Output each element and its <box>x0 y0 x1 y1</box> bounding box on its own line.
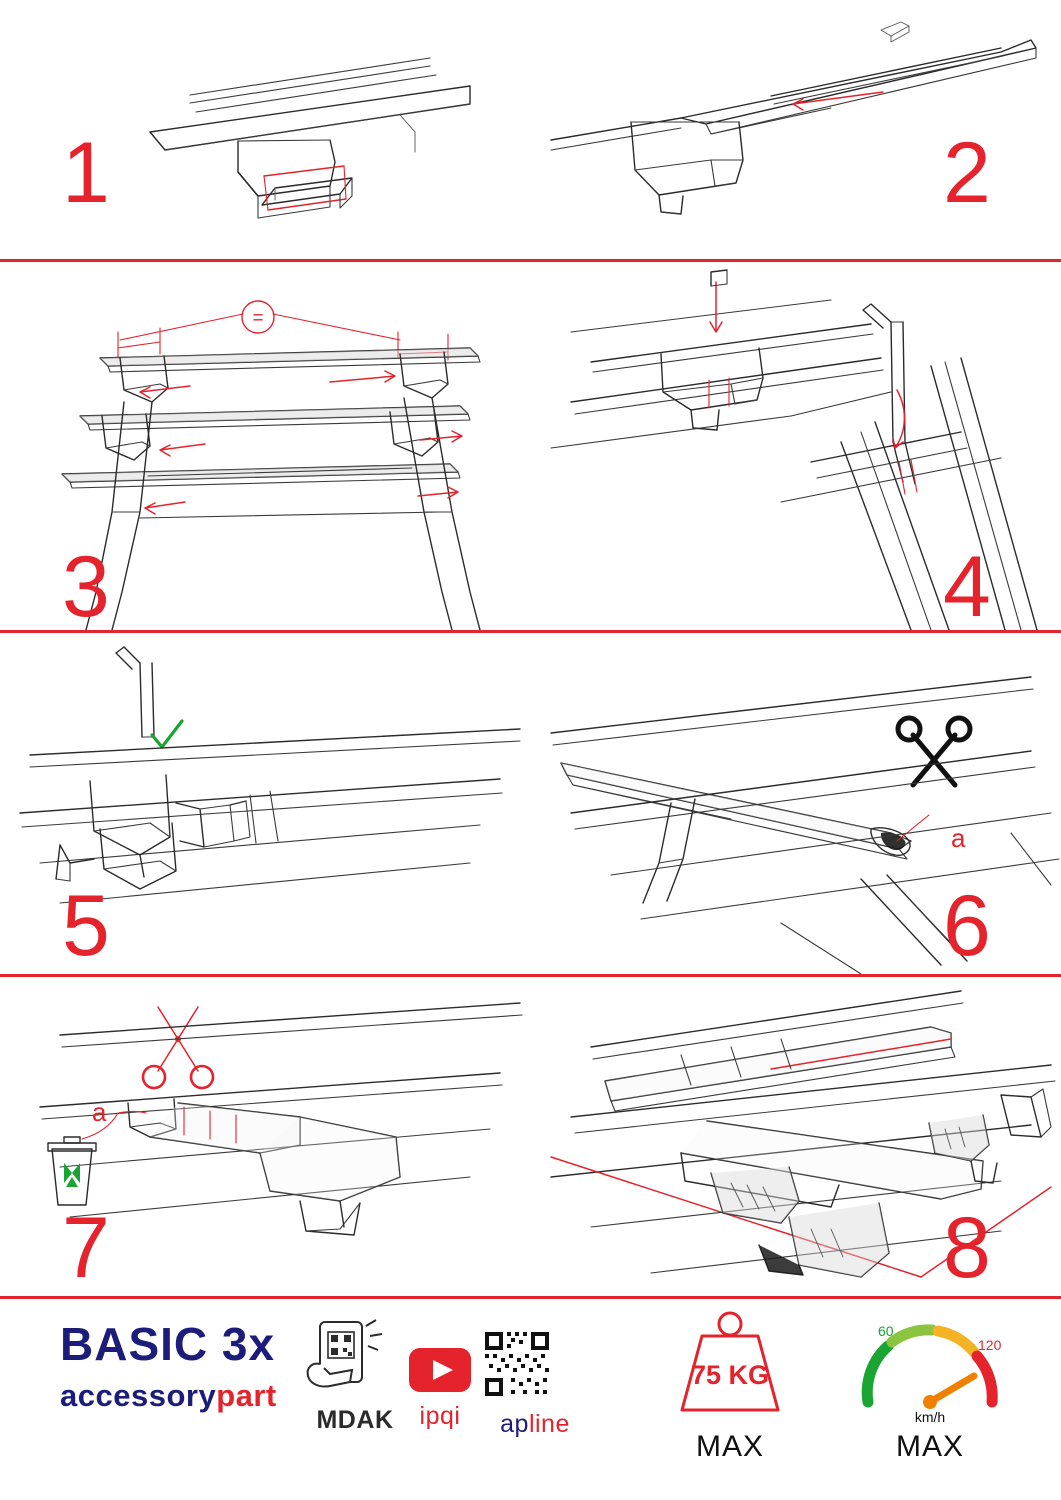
step-number-4: 4 <box>943 539 991 630</box>
apline-part1: ap <box>500 1410 529 1438</box>
mdak-part1: MD <box>316 1406 357 1434</box>
speedometer-icon <box>840 1306 1020 1426</box>
logo-label-ipqi: ipqi <box>419 1402 461 1430</box>
panel-step-6 <box>531 633 1061 974</box>
qr-code-icon <box>465 1328 605 1400</box>
panel-step-3 <box>0 262 530 630</box>
step-number-8: 8 <box>943 1200 991 1296</box>
brand-title-suffix: x <box>248 1318 276 1370</box>
svg-text:=: = <box>252 308 264 329</box>
mdak-part2: K <box>374 1406 394 1434</box>
panel-step-4 <box>531 262 1061 630</box>
panel-step-1 <box>0 0 530 259</box>
mdak-accent: A <box>356 1406 375 1434</box>
footer <box>0 1300 1061 1500</box>
max-speed-block <box>840 1306 1020 1464</box>
step-number-7: 7 <box>62 1200 110 1296</box>
logo-label-apline <box>465 1410 605 1439</box>
panel-step-7 <box>0 977 530 1296</box>
brand-title-main: BASIC 3 <box>60 1318 249 1370</box>
step-number-6: 6 <box>943 878 991 974</box>
panel-step-2 <box>531 0 1061 259</box>
step-number-5: 5 <box>62 878 110 974</box>
weight-icon <box>640 1306 820 1426</box>
apline-part2: line <box>528 1410 570 1438</box>
label-a-step-6: a <box>951 823 966 853</box>
brand-sub-part: part <box>216 1378 277 1413</box>
step-number-2: 2 <box>943 125 991 221</box>
step-number-1: 1 <box>62 125 110 221</box>
brand-sub-accessory: accessory <box>60 1378 217 1413</box>
max-speed-caption: MAX <box>895 1430 964 1463</box>
panel-step-8 <box>531 977 1061 1296</box>
speed-tick-min: 60 <box>878 1323 894 1339</box>
divider-row-4 <box>0 1296 1061 1299</box>
label-a-step-7: a <box>92 1097 107 1127</box>
max-load-value: 75 KG <box>690 1360 770 1390</box>
recycle-bin-icon <box>48 1137 96 1205</box>
speed-unit: km/h <box>914 1409 946 1425</box>
panel-step-5 <box>0 633 530 974</box>
step-number-3: 3 <box>62 539 110 630</box>
max-load-caption: MAX <box>695 1430 764 1463</box>
max-load-block <box>640 1306 820 1464</box>
check-mark <box>152 721 182 747</box>
logo-apline <box>465 1328 605 1439</box>
scissors-icon <box>898 718 970 785</box>
scissors-icon-red <box>143 1007 213 1088</box>
speed-tick-max: 120 <box>978 1337 1002 1353</box>
